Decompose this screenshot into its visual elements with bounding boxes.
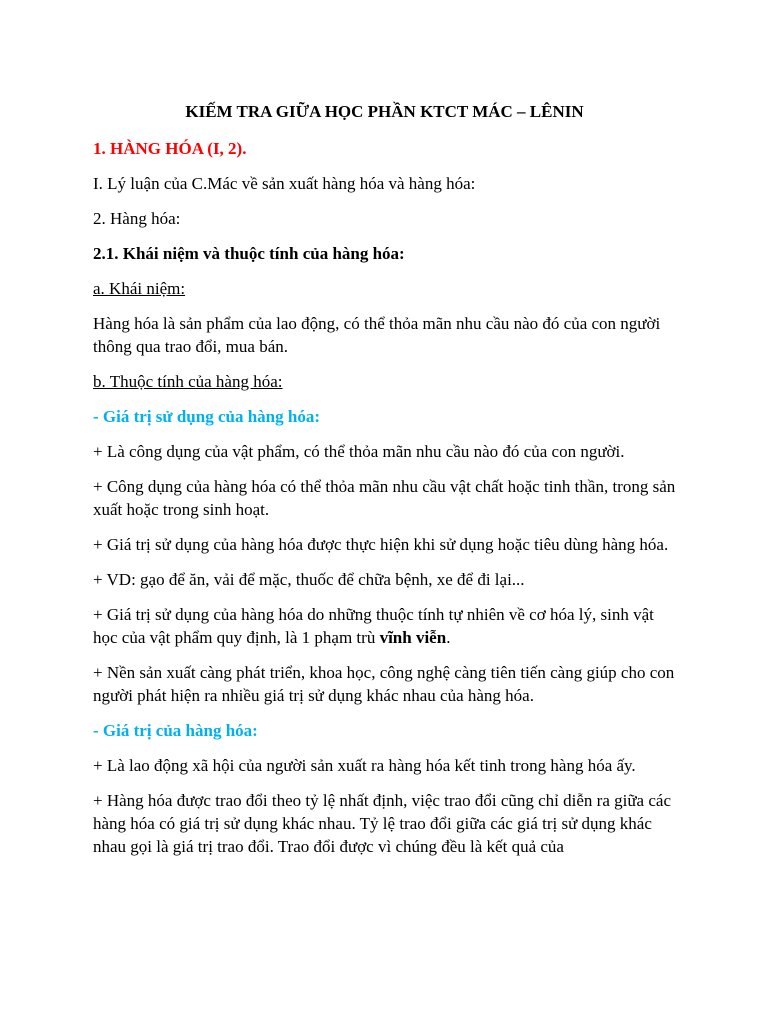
use-value-point-2: + Công dụng của hàng hóa có thể thỏa mãn nhu cầu vật chất hoặc tinh thần, trong sản xuất hoặc trong sinh hoạt. <box>93 477 676 519</box>
section-heading-hang-hoa: 1. HÀNG HÓA (I, 2). <box>93 139 247 158</box>
value-point-1: + Là lao động xã hội của người sản xuất ra hàng hóa kết tinh trong hàng hóa ấy. <box>93 756 636 775</box>
use-value-heading: - Giá trị sử dụng của hàng hóa: <box>93 407 320 426</box>
use-value-point-4: + VD: gạo để ăn, vải để mặc, thuốc để chữa bệnh, xe để đi lại... <box>93 570 525 589</box>
part-heading-hang-hoa: 2. Hàng hóa: <box>93 209 181 228</box>
concept-heading-wrapper <box>93 277 676 300</box>
use-value-point-5-text: + Giá trị sử dụng của hàng hóa do những thuộc tính tự nhiên về cơ hóa lý, sinh vật học của vật phẩm quy định, là 1 phạm trù <box>93 605 654 647</box>
use-value-point-6: + Nền sản xuất càng phát triển, khoa học, công nghệ càng tiên tiến càng giúp cho con người phát hiện ra nhiều giá trị sử dụng khác nhau của hàng hóa. <box>93 663 675 705</box>
attributes-heading-wrapper <box>93 370 676 393</box>
concept-heading: a. Khái niệm: <box>93 279 186 298</box>
use-value-point-5 <box>93 603 676 649</box>
value-point-2: + Hàng hóa được trao đổi theo tỷ lệ nhất định, việc trao đổi cũng chỉ diễn ra giữa các hàng hóa có giá trị sử dụng khác nhau. Tỷ lệ trao đổi giữa các giá trị sử dụng khác nhau gọi là giá trị trao đổi. Trao đổi được vì chúng đều là kết quả của <box>93 791 671 856</box>
use-value-point-3: + Giá trị sử dụng của hàng hóa được thực hiện khi sử dụng hoặc tiêu dùng hàng hóa. <box>93 535 669 554</box>
concept-paragraph: Hàng hóa là sản phẩm của lao động, có thể thỏa mãn nhu cầu nào đó của con người thông qua trao đổi, mua bán. <box>93 314 661 356</box>
subsection-heading-khai-niem-thuoc-tinh: 2.1. Khái niệm và thuộc tính của hàng hóa: <box>93 244 405 263</box>
part-heading-ly-luan: I. Lý luận của C.Mác về sản xuất hàng hóa và hàng hóa: <box>93 174 476 193</box>
document-title: KIẾM TRA GIỮA HỌC PHẦN KTCT MÁC – LÊNIN <box>185 102 584 121</box>
use-value-point-5-emphasis: vĩnh viễn <box>379 628 447 647</box>
attributes-heading: b. Thuộc tính của hàng hóa: <box>93 372 283 391</box>
use-value-point-5-end: . <box>446 628 451 647</box>
use-value-point-1: + Là công dụng của vật phẩm, có thể thỏa mãn nhu cầu nào đó của con người. <box>93 442 625 461</box>
value-heading: - Giá trị của hàng hóa: <box>93 721 258 740</box>
